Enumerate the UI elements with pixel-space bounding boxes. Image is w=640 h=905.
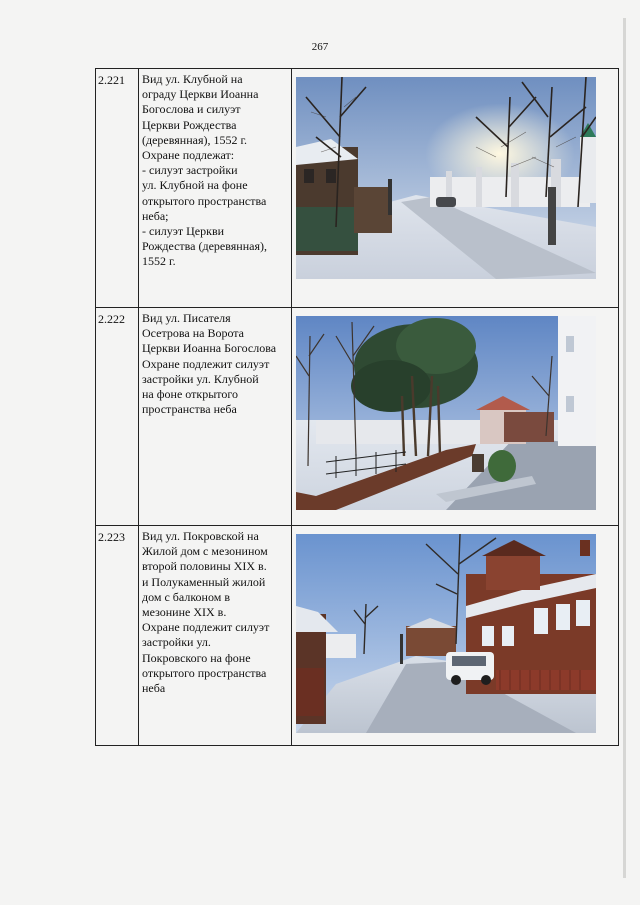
description-line: неба [142,681,166,696]
description-line: Церкви Рождества [142,117,237,132]
description-line: открытого пространства [142,193,267,208]
row-photo-cell [292,526,619,746]
description-line: застройки ул. Клубной [142,371,259,386]
description-line: Охране подлежат: [142,148,235,163]
description-line: на фоне открытого [142,387,238,402]
description-line: Охране подлежит силуэт [142,620,270,635]
table-row [96,526,619,746]
description-line: и Полукаменный жилой [142,574,266,589]
table-row [96,69,619,308]
description-line: Осетрова на Ворота [142,326,244,341]
row-number: 2.221 [96,69,139,308]
description-line: Церкви Иоанна Богослова [142,341,277,356]
description-line: Жилой дом с мезонином [142,544,268,559]
description-line: Покровского на фоне [142,650,251,665]
street-photo-osetrova [296,316,596,510]
description-line: Богослова и силуэт [142,102,241,117]
description-line: Рождества (деревянная), [142,239,267,254]
row-photo-cell [292,69,619,308]
page-number: 267 [311,41,329,53]
description-line: неба; [142,208,169,223]
description-line: Вид ул. Писателя [142,311,231,325]
description-line: застройки ул. [142,635,211,650]
description-line: второй половины XIX в. [142,559,267,574]
description-line: Вид ул. Клубной на [142,72,243,86]
row-number: 2.222 [96,308,139,526]
description-line: пространства неба [142,402,237,417]
heritage-register-table [95,68,619,746]
description-line: мезонине XIX в. [142,605,227,620]
description-line: - силуэт застройки [142,163,238,178]
description-line: Вид ул. Покровской на [142,529,259,543]
description-line: ул. Клубной на фоне [142,178,248,193]
description-line: Охране подлежит силуэт [142,356,270,371]
table-row [96,308,619,526]
description-line: ограду Церкви Иоанна [142,87,259,102]
row-description [139,526,292,746]
street-photo-klubnaya [296,77,596,279]
row-photo-cell [292,308,619,526]
street-photo-pokrovskaya [296,534,596,733]
scan-edge-shadow [623,18,626,878]
row-description [139,308,292,526]
row-description [139,69,292,308]
description-line: открытого пространства [142,665,267,680]
row-number: 2.223 [96,526,139,746]
description-line: дом с балконом в [142,589,230,604]
description-line: - силуэт Церкви [142,224,225,239]
description-line: (деревянная), 1552 г. [142,132,248,147]
description-line: 1552 г. [142,254,176,269]
